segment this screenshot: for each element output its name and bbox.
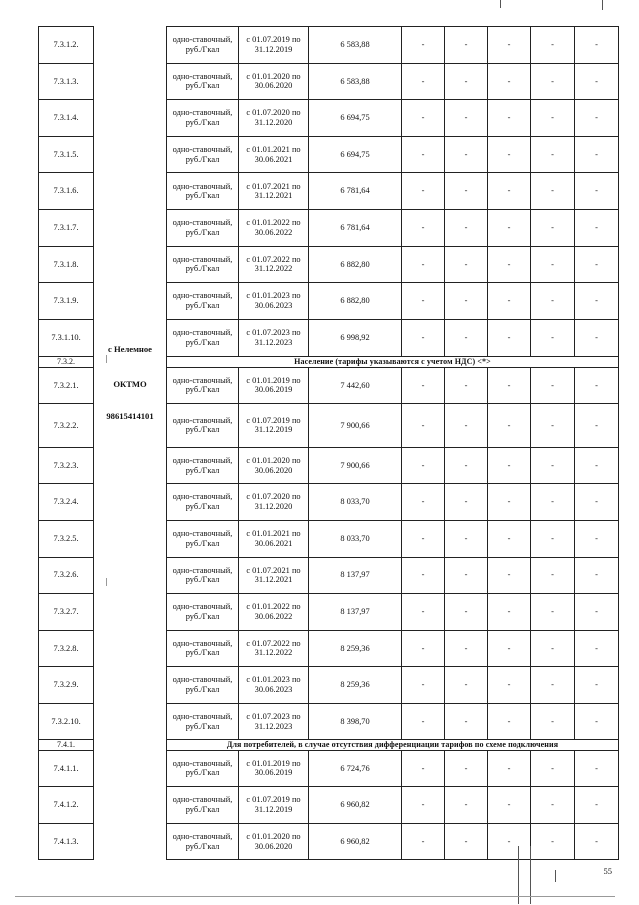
- empty-value: -: [445, 209, 488, 246]
- region-cell: [94, 787, 167, 824]
- empty-value: -: [488, 63, 531, 100]
- empty-value: -: [402, 750, 445, 787]
- row-number: 7.3.1.9.: [39, 283, 94, 320]
- tariff-value: 8 259,36: [309, 667, 402, 704]
- rate-type: одно-ставочный, руб./Гкал: [167, 520, 239, 557]
- region-cell: [94, 100, 167, 137]
- rate-type: одно-ставочный, руб./Гкал: [167, 283, 239, 320]
- empty-value: -: [575, 100, 619, 137]
- row-number: 7.3.2.4.: [39, 484, 94, 521]
- empty-value: -: [531, 594, 575, 631]
- rate-type: одно-ставочный, руб./Гкал: [167, 63, 239, 100]
- rate-type: одно-ставочный, руб./Гкал: [167, 557, 239, 594]
- row-number: 7.3.2.: [39, 357, 94, 367]
- table-row: [39, 246, 619, 283]
- rate-type: одно-ставочный, руб./Гкал: [167, 319, 239, 357]
- period: с 01.01.2022 по 30.06.2022: [239, 209, 309, 246]
- empty-value: -: [575, 319, 619, 357]
- empty-value: -: [531, 787, 575, 824]
- table-body: [39, 27, 619, 860]
- empty-value: -: [445, 703, 488, 740]
- table-row: [39, 173, 619, 210]
- empty-value: -: [575, 750, 619, 787]
- tariff-value: 6 781,64: [309, 209, 402, 246]
- tariff-value: 6 998,92: [309, 319, 402, 357]
- empty-value: -: [445, 100, 488, 137]
- row-number: 7.4.1.: [39, 740, 94, 750]
- empty-value: -: [445, 404, 488, 448]
- empty-value: -: [445, 447, 488, 484]
- region-cell: [94, 447, 167, 484]
- period: с 01.07.2023 по 31.12.2023: [239, 319, 309, 357]
- empty-value: -: [445, 63, 488, 100]
- empty-value: -: [488, 246, 531, 283]
- tariff-value: 6 583,88: [309, 27, 402, 64]
- empty-value: -: [531, 667, 575, 704]
- row-number: 7.3.1.3.: [39, 63, 94, 100]
- empty-value: -: [575, 367, 619, 404]
- region-cell: 98615414101: [94, 404, 167, 448]
- tariff-value: 8 137,97: [309, 557, 402, 594]
- empty-value: -: [488, 667, 531, 704]
- empty-value: -: [531, 447, 575, 484]
- row-number: 7.3.2.8.: [39, 630, 94, 667]
- empty-value: -: [531, 173, 575, 210]
- row-number: 7.3.2.10.: [39, 703, 94, 740]
- scan-artifact-line: [555, 870, 556, 882]
- empty-value: -: [445, 319, 488, 357]
- tariff-value: 7 900,66: [309, 404, 402, 448]
- empty-value: -: [531, 484, 575, 521]
- region-cell: [94, 703, 167, 740]
- row-number: 7.3.1.6.: [39, 173, 94, 210]
- region-cell: [94, 246, 167, 283]
- empty-value: -: [531, 246, 575, 283]
- row-number: 7.4.1.2.: [39, 787, 94, 824]
- period: с 01.07.2020 по 31.12.2020: [239, 484, 309, 521]
- empty-value: -: [531, 27, 575, 64]
- empty-value: -: [488, 823, 531, 860]
- tariff-value: 8 033,70: [309, 484, 402, 521]
- table-row: [39, 630, 619, 667]
- tariff-value: 8 398,70: [309, 703, 402, 740]
- period: с 01.01.2020 по 30.06.2020: [239, 823, 309, 860]
- table-row: [39, 667, 619, 704]
- empty-value: -: [488, 557, 531, 594]
- empty-value: -: [402, 823, 445, 860]
- empty-value: -: [575, 594, 619, 631]
- empty-value: -: [402, 630, 445, 667]
- region-cell: [94, 209, 167, 246]
- period: с 01.07.2019 по 31.12.2019: [239, 404, 309, 448]
- row-number: 7.3.1.5.: [39, 136, 94, 173]
- empty-value: -: [402, 703, 445, 740]
- period: с 01.01.2021 по 30.06.2021: [239, 136, 309, 173]
- empty-value: -: [402, 63, 445, 100]
- scan-artifact-line: [15, 896, 615, 897]
- section-title: Для потребителей, в случае отсутствия дифференциации тарифов по схеме подключения: [167, 740, 619, 750]
- empty-value: -: [575, 404, 619, 448]
- table-row: [39, 703, 619, 740]
- period: с 01.07.2019 по 31.12.2019: [239, 787, 309, 824]
- row-number: 7.3.1.7.: [39, 209, 94, 246]
- tariff-value: 6 781,64: [309, 173, 402, 210]
- tariff-value: 6 694,75: [309, 136, 402, 173]
- empty-value: -: [575, 209, 619, 246]
- region-cell: [94, 630, 167, 667]
- empty-value: -: [402, 283, 445, 320]
- table-row: [39, 100, 619, 137]
- empty-value: -: [575, 520, 619, 557]
- scan-artifact-line: [106, 578, 107, 586]
- empty-value: -: [488, 787, 531, 824]
- empty-value: -: [488, 594, 531, 631]
- region-cell: ОКТМО: [94, 367, 167, 404]
- table-row: [39, 319, 619, 357]
- rate-type: одно-ставочный, руб./Гкал: [167, 484, 239, 521]
- row-number: 7.3.2.9.: [39, 667, 94, 704]
- empty-value: -: [488, 173, 531, 210]
- period: с 01.01.2021 по 30.06.2021: [239, 520, 309, 557]
- region-cell: [94, 750, 167, 787]
- tariff-value: 6 694,75: [309, 100, 402, 137]
- rate-type: одно-ставочный, руб./Гкал: [167, 209, 239, 246]
- rate-type: одно-ставочный, руб./Гкал: [167, 750, 239, 787]
- period: с 01.01.2023 по 30.06.2023: [239, 283, 309, 320]
- table-row: [39, 823, 619, 860]
- empty-value: -: [531, 283, 575, 320]
- empty-value: -: [575, 136, 619, 173]
- tariff-value: 6 960,82: [309, 787, 402, 824]
- tariff-value: 8 137,97: [309, 594, 402, 631]
- empty-value: -: [402, 136, 445, 173]
- rate-type: одно-ставочный, руб./Гкал: [167, 173, 239, 210]
- row-number: 7.3.2.1.: [39, 367, 94, 404]
- empty-value: -: [575, 667, 619, 704]
- empty-value: -: [445, 520, 488, 557]
- region-cell: [94, 357, 167, 367]
- empty-value: -: [531, 63, 575, 100]
- empty-value: -: [445, 750, 488, 787]
- period: с 01.07.2019 по 31.12.2019: [239, 27, 309, 64]
- row-number: 7.3.2.6.: [39, 557, 94, 594]
- empty-value: -: [402, 787, 445, 824]
- region-cell: [94, 173, 167, 210]
- empty-value: -: [402, 367, 445, 404]
- region-cell: [94, 136, 167, 173]
- empty-value: -: [575, 630, 619, 667]
- empty-value: -: [488, 703, 531, 740]
- empty-value: -: [531, 557, 575, 594]
- rate-type: одно-ставочный, руб./Гкал: [167, 367, 239, 404]
- empty-value: -: [402, 100, 445, 137]
- empty-value: -: [531, 630, 575, 667]
- tariff-value: 6 960,82: [309, 823, 402, 860]
- empty-value: -: [575, 823, 619, 860]
- rate-type: одно-ставочный, руб./Гкал: [167, 823, 239, 860]
- scan-artifact-line: [106, 355, 107, 363]
- empty-value: -: [402, 447, 445, 484]
- table-row: [39, 750, 619, 787]
- rate-type: одно-ставочный, руб./Гкал: [167, 447, 239, 484]
- region-cell: с Нелемное: [94, 319, 167, 357]
- empty-value: -: [531, 100, 575, 137]
- empty-value: -: [531, 136, 575, 173]
- row-number: 7.3.1.10.: [39, 319, 94, 357]
- region-cell: [94, 484, 167, 521]
- empty-value: -: [402, 246, 445, 283]
- empty-value: -: [575, 173, 619, 210]
- empty-value: -: [445, 484, 488, 521]
- empty-value: -: [575, 27, 619, 64]
- empty-value: -: [488, 136, 531, 173]
- period: с 01.01.2023 по 30.06.2023: [239, 667, 309, 704]
- region-cell: [94, 63, 167, 100]
- table-row: [39, 520, 619, 557]
- period: с 01.07.2021 по 31.12.2021: [239, 173, 309, 210]
- empty-value: -: [445, 667, 488, 704]
- empty-value: -: [531, 823, 575, 860]
- table-row: [39, 447, 619, 484]
- period: с 01.01.2022 по 30.06.2022: [239, 594, 309, 631]
- period: с 01.07.2022 по 31.12.2022: [239, 630, 309, 667]
- empty-value: -: [445, 367, 488, 404]
- empty-value: -: [531, 367, 575, 404]
- rate-type: одно-ставочный, руб./Гкал: [167, 404, 239, 448]
- region-cell: [94, 283, 167, 320]
- empty-value: -: [488, 367, 531, 404]
- row-number: 7.3.2.2.: [39, 404, 94, 448]
- empty-value: -: [445, 27, 488, 64]
- empty-value: -: [445, 787, 488, 824]
- row-number: 7.3.2.5.: [39, 520, 94, 557]
- empty-value: -: [488, 319, 531, 357]
- row-number: 7.3.2.3.: [39, 447, 94, 484]
- empty-value: -: [402, 520, 445, 557]
- empty-value: -: [531, 404, 575, 448]
- section-row: [39, 357, 619, 367]
- region-cell: [94, 27, 167, 64]
- table-row: [39, 557, 619, 594]
- empty-value: -: [402, 484, 445, 521]
- table-row: [39, 484, 619, 521]
- empty-value: -: [531, 520, 575, 557]
- empty-value: -: [402, 319, 445, 357]
- table-row: [39, 404, 619, 448]
- table-row: [39, 136, 619, 173]
- empty-value: -: [402, 173, 445, 210]
- table-row: [39, 283, 619, 320]
- empty-value: -: [488, 484, 531, 521]
- empty-value: -: [575, 63, 619, 100]
- empty-value: -: [531, 319, 575, 357]
- tariff-value: 6 583,88: [309, 63, 402, 100]
- region-cell: [94, 823, 167, 860]
- period: с 01.01.2019 по 30.06.2019: [239, 750, 309, 787]
- table-row: [39, 27, 619, 64]
- tariff-value: 6 882,80: [309, 246, 402, 283]
- empty-value: -: [488, 27, 531, 64]
- empty-value: -: [402, 404, 445, 448]
- empty-value: -: [575, 484, 619, 521]
- rate-type: одно-ставочный, руб./Гкал: [167, 27, 239, 64]
- period: с 01.07.2022 по 31.12.2022: [239, 246, 309, 283]
- table-row: [39, 594, 619, 631]
- empty-value: -: [402, 594, 445, 631]
- rate-type: одно-ставочный, руб./Гкал: [167, 136, 239, 173]
- rate-type: одно-ставочный, руб./Гкал: [167, 246, 239, 283]
- empty-value: -: [488, 209, 531, 246]
- empty-value: -: [488, 283, 531, 320]
- tariff-value: 8 259,36: [309, 630, 402, 667]
- empty-value: -: [445, 283, 488, 320]
- empty-value: -: [445, 630, 488, 667]
- period: с 01.01.2019 по 30.06.2019: [239, 367, 309, 404]
- scan-artifact-line: [602, 0, 603, 10]
- region-cell: [94, 594, 167, 631]
- empty-value: -: [445, 823, 488, 860]
- empty-value: -: [402, 27, 445, 64]
- empty-value: -: [445, 136, 488, 173]
- empty-value: -: [488, 520, 531, 557]
- period: с 01.07.2023 по 31.12.2023: [239, 703, 309, 740]
- empty-value: -: [531, 703, 575, 740]
- region-cell: [94, 557, 167, 594]
- empty-value: -: [445, 594, 488, 631]
- empty-value: -: [531, 209, 575, 246]
- empty-value: -: [575, 703, 619, 740]
- empty-value: -: [402, 209, 445, 246]
- row-number: 7.3.1.8.: [39, 246, 94, 283]
- empty-value: -: [575, 557, 619, 594]
- region-cell: [94, 740, 167, 750]
- rate-type: одно-ставочный, руб./Гкал: [167, 594, 239, 631]
- empty-value: -: [575, 283, 619, 320]
- table-row: [39, 787, 619, 824]
- empty-value: -: [488, 100, 531, 137]
- period: с 01.01.2020 по 30.06.2020: [239, 63, 309, 100]
- tariff-value: 6 882,80: [309, 283, 402, 320]
- empty-value: -: [575, 447, 619, 484]
- rate-type: одно-ставочный, руб./Гкал: [167, 100, 239, 137]
- row-number: 7.3.2.7.: [39, 594, 94, 631]
- row-number: 7.3.1.4.: [39, 100, 94, 137]
- empty-value: -: [575, 787, 619, 824]
- scan-artifact-line: [500, 0, 501, 8]
- page-number: 55: [603, 866, 612, 876]
- table-row: [39, 367, 619, 404]
- empty-value: -: [445, 557, 488, 594]
- empty-value: -: [488, 630, 531, 667]
- rate-type: одно-ставочный, руб./Гкал: [167, 630, 239, 667]
- rate-type: одно-ставочный, руб./Гкал: [167, 667, 239, 704]
- tariff-value: 8 033,70: [309, 520, 402, 557]
- section-row: [39, 740, 619, 750]
- empty-value: -: [445, 246, 488, 283]
- tariff-value: 7 442,60: [309, 367, 402, 404]
- period: с 01.07.2020 по 31.12.2020: [239, 100, 309, 137]
- row-number: 7.3.1.2.: [39, 27, 94, 64]
- row-number: 7.4.1.1.: [39, 750, 94, 787]
- empty-value: -: [445, 173, 488, 210]
- region-cell: [94, 520, 167, 557]
- period: с 01.01.2020 по 30.06.2020: [239, 447, 309, 484]
- empty-value: -: [488, 750, 531, 787]
- table-row: [39, 63, 619, 100]
- region-cell: [94, 667, 167, 704]
- tariff-value: 7 900,66: [309, 447, 402, 484]
- rate-type: одно-ставочный, руб./Гкал: [167, 787, 239, 824]
- row-number: 7.4.1.3.: [39, 823, 94, 860]
- empty-value: -: [402, 667, 445, 704]
- table-row: [39, 209, 619, 246]
- empty-value: -: [488, 447, 531, 484]
- empty-value: -: [402, 557, 445, 594]
- tariff-table: [38, 26, 619, 860]
- empty-value: -: [531, 750, 575, 787]
- period: с 01.07.2021 по 31.12.2021: [239, 557, 309, 594]
- section-title: Население (тарифы указываются с учетом НДС) <*>: [167, 357, 619, 367]
- tariff-value: 6 724,76: [309, 750, 402, 787]
- rate-type: одно-ставочный, руб./Гкал: [167, 703, 239, 740]
- empty-value: -: [575, 246, 619, 283]
- empty-value: -: [488, 404, 531, 448]
